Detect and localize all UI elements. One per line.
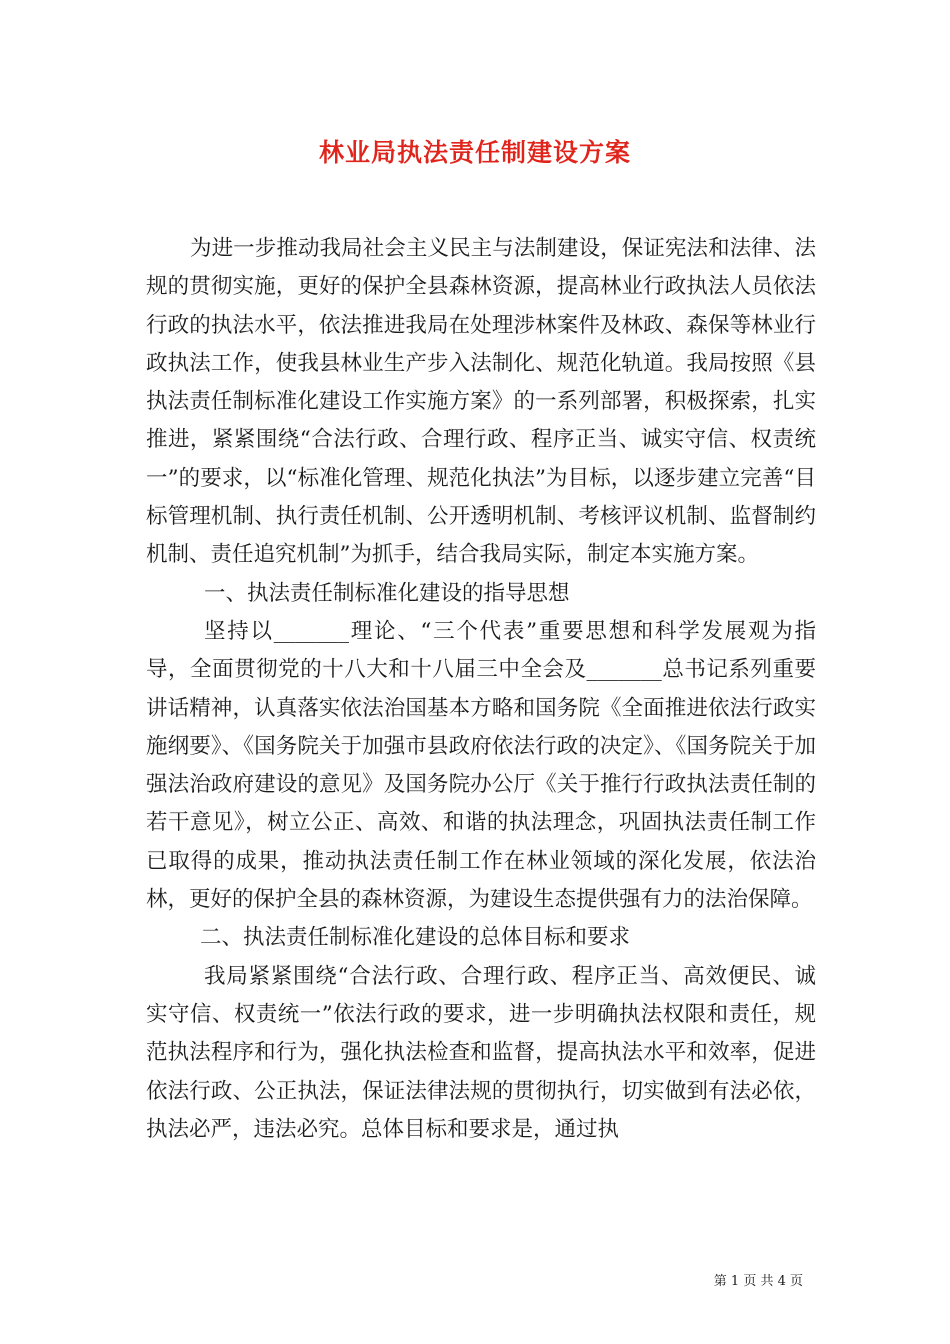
section-heading-1: 一、执法责任制标准化建设的指导思想 — [204, 580, 570, 606]
page-number: 第 1 页 共 4 页 — [713, 1274, 803, 1289]
document-body — [146, 230, 816, 1149]
document-title: 林业局执法责任制建设方案 — [318, 138, 631, 167]
section-2-paragraph: 我局紧紧围绕“合法行政、合理行政、程序正当、高效便民、诚实守信、权责统一”依法行政的要求，进一步明确执法权限和责任，规范执法程序和行为，强化执法检查和监督，提高执法水平和效率，促进依法行政、公正执法，保证法律法规的贯彻执行，切实做到有法必依，执法必严，违法必究。总体目标和要求是，通过执 — [146, 963, 816, 1142]
section-1-paragraph: 坚持以_______理论、“三个代表”重要思想和科学发展观为指导，全面贯彻党的十八大和十八届三中全会及_______总书记系列重要讲话精神，认真落实依法治国基本方略和国务院《全面推进依法行政实施纲要》、《国务院关于加强市县政府依法行政的决定》、《国务院关于加强法治政府建设的意见》及国务院办公厅《关于推行行政执法责任制的若干意见》，树立公正、高效、和谐的执法理念，巩固执法责任制工作已取得的成果，推动执法责任制工作在林业领域的深化发展，依法治林，更好的保护全县的森林资源，为建设生态提供强有力的法治保障。 — [146, 618, 816, 913]
intro-paragraph: 为进一步推动我局社会主义民主与法制建设，保证宪法和法律、法规的贯彻实施，更好的保护全县森林资源，提高林业行政执法人员依法行政的执法水平，依法推进我局在处理涉林案件及林政、森保等林业行政执法工作，使我县林业生产步入法制化、规范化轨道。我局按照《县执法责任制标准化建设工作实施方案》的一系列部署，积极探索，扎实推进，紧紧围绕“合法行政、合理行政、程序正当、诚实守信、权责统一”的要求，以“标准化管理、规范化执法”为目标，以逐步建立完善“目标管理机制、执行责任机制、公开透明机制、考核评议机制、监督制约机制、责任追究机制”为抓手，结合我局实际，制定本实施方案。 — [146, 236, 816, 568]
section-heading-2: 二、执法责任制标准化建设的总体目标和要求 — [200, 925, 631, 951]
